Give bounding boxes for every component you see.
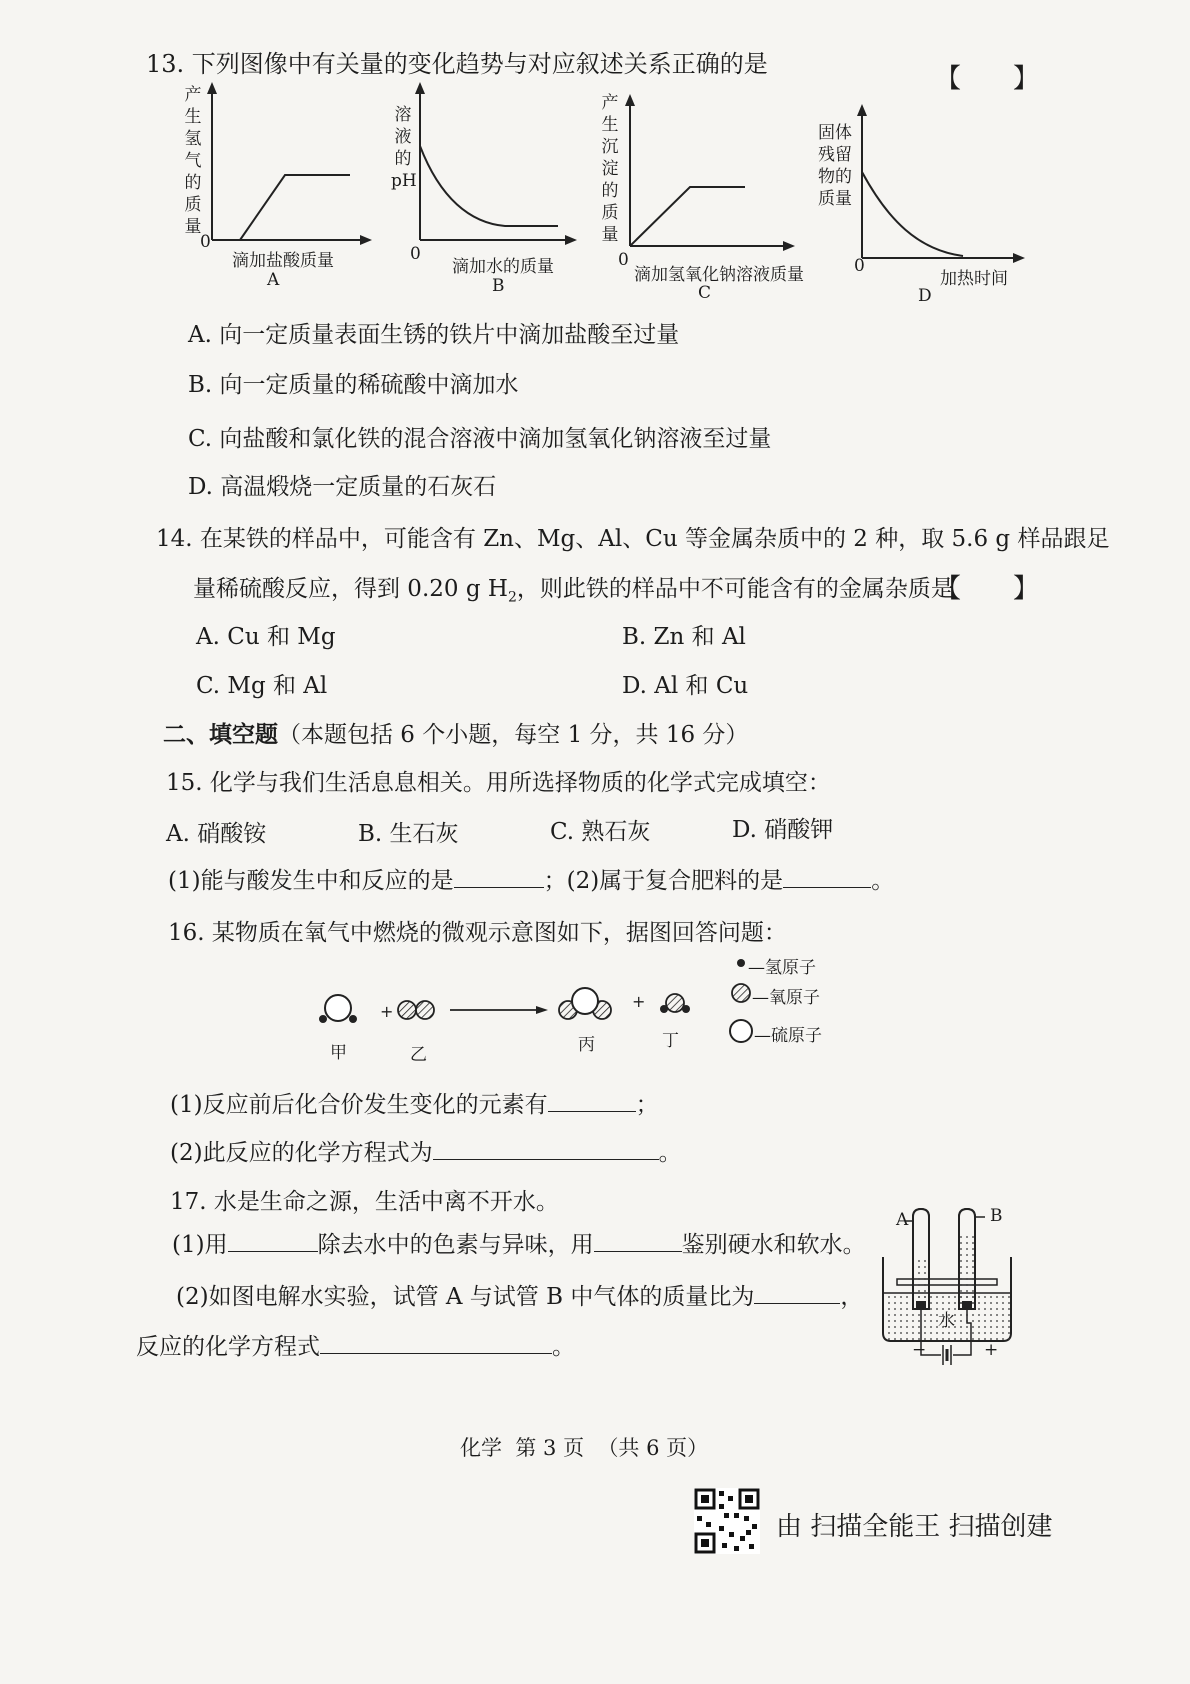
q17-part2: (2)如图电解水实验，试管 A 与试管 B 中气体的质量比为 bbox=[176, 1284, 755, 1310]
label-yi: 乙 bbox=[410, 1045, 427, 1065]
q14-option-d: D. Al 和 Cu bbox=[622, 673, 749, 699]
q16-part2: (2)此反应的化学方程式为 bbox=[170, 1140, 433, 1166]
qr-code-icon bbox=[694, 1488, 760, 1554]
molecule-yi bbox=[398, 1001, 434, 1019]
battery-plus: + bbox=[984, 1340, 999, 1360]
q17-part2-line bbox=[176, 1278, 863, 1311]
label-ding: 丁 bbox=[662, 1031, 679, 1051]
graph-a-letter: A bbox=[267, 270, 280, 290]
footer-subject: 化学 bbox=[460, 1436, 502, 1460]
graph-b-ylabel: 溶液的pH bbox=[391, 105, 417, 191]
q15-part2: (2)属于复合肥料的是 bbox=[566, 868, 784, 894]
graph-a-ylabel: 产生氢气的质量 bbox=[184, 85, 202, 237]
legend-oxygen-symbol bbox=[732, 984, 750, 1002]
legend-sulfur-symbol bbox=[730, 1020, 752, 1042]
label-jia: 甲 bbox=[330, 1043, 347, 1063]
q13-bracket: 【 】 bbox=[935, 64, 1040, 94]
q13-option-b: B. 向一定质量的稀硫酸中滴加水 bbox=[188, 372, 519, 398]
legend-sulfur: —硫原子 bbox=[754, 1026, 822, 1046]
tube-b-label: B bbox=[990, 1206, 1003, 1226]
molecule-jia bbox=[319, 995, 357, 1023]
q16-stem: 16. 某物质在氧气中燃烧的微观示意图如下，据图回答问题： bbox=[168, 920, 787, 946]
page-footer bbox=[460, 1432, 708, 1462]
q15-option-b: B. 生石灰 bbox=[358, 821, 459, 847]
footer-total: （共 6 页） bbox=[597, 1436, 709, 1460]
graph-c-xlabel: 滴加氢氧化钠溶液质量 bbox=[634, 265, 804, 285]
q15-blank-2[interactable] bbox=[783, 886, 871, 888]
legend-oxygen: —氧原子 bbox=[752, 988, 820, 1008]
q17-blank-3[interactable] bbox=[754, 1302, 840, 1304]
graph-c-ylabel: 产生沉淀的质量 bbox=[601, 93, 619, 245]
q15-option-c: C. 熟石灰 bbox=[550, 819, 651, 845]
watermark-text: 由 扫描全能王 扫描创建 bbox=[776, 1512, 1053, 1542]
graph-c-origin: 0 bbox=[618, 250, 629, 270]
q14-line2-b: ，则此铁的样品中不可能含有的金属杂质是 bbox=[516, 576, 954, 602]
q14-line1: 14. 在某铁的样品中，可能含有 Zn、Mg、Al、Cu 等金属杂质中的 2 种，取 5.6 g 样品跟足 bbox=[156, 526, 1110, 552]
plus-1: + bbox=[380, 1002, 394, 1021]
q17-part1-line bbox=[172, 1226, 866, 1259]
footer-page: 第 3 页 bbox=[515, 1436, 585, 1460]
q14-line2 bbox=[193, 570, 954, 606]
q16-part1: (1)反应前后化合价发生变化的元素有 bbox=[170, 1092, 548, 1118]
section2-note: （本题包括 6 个小题，每空 1 分，共 16 分） bbox=[278, 722, 749, 748]
q15-sep: ； bbox=[543, 868, 567, 894]
q15-stem: 15. 化学与我们生活息息相关。用所选择物质的化学式完成填空： bbox=[166, 770, 831, 796]
graph-d-letter: D bbox=[918, 286, 932, 306]
graph-d-plot bbox=[858, 110, 1058, 290]
q17-part3-end: 。 bbox=[552, 1334, 575, 1360]
legend-hydrogen-symbol bbox=[737, 959, 745, 967]
q15-blank-1[interactable] bbox=[454, 886, 544, 888]
tube-a-label: A bbox=[896, 1210, 909, 1230]
q17-part1-c: 鉴别硬水和软水。 bbox=[681, 1232, 866, 1258]
molecule-ding bbox=[660, 994, 690, 1013]
graph-b-xlabel: 滴加水的质量 bbox=[452, 257, 554, 277]
q17-blank-2[interactable] bbox=[594, 1250, 682, 1252]
battery-minus: − bbox=[912, 1340, 927, 1360]
q15-option-d: D. 硝酸钾 bbox=[732, 817, 834, 843]
q17-stem: 17. 水是生命之源，生活中离不开水。 bbox=[170, 1189, 559, 1215]
graph-b-plot bbox=[410, 88, 610, 278]
graph-d-origin: 0 bbox=[854, 256, 865, 276]
electrolysis-diagram bbox=[875, 1205, 1025, 1395]
q14-option-c: C. Mg 和 Al bbox=[196, 673, 328, 699]
q16-blank-1[interactable] bbox=[548, 1110, 636, 1112]
q15-option-a: A. 硝酸铵 bbox=[166, 821, 267, 847]
plus-2: + bbox=[632, 992, 646, 1011]
q16-blank-2[interactable] bbox=[433, 1158, 659, 1160]
water-label: 水 bbox=[938, 1311, 955, 1331]
q17-part1-b: 除去水中的色素与异味，用 bbox=[317, 1232, 594, 1258]
graph-b-letter: B bbox=[492, 276, 505, 296]
q14-line2-a: 量稀硫酸反应，得到 0.20 g H bbox=[193, 576, 508, 602]
q16-part1-line bbox=[170, 1086, 659, 1119]
q15-part1: (1)能与酸发生中和反应的是 bbox=[168, 868, 454, 894]
section2-title: 二、填空题 bbox=[163, 721, 278, 748]
q13-stem: 13. 下列图像中有关量的变化趋势与对应叙述关系正确的是 bbox=[146, 50, 768, 78]
q13-option-a: A. 向一定质量表面生锈的铁片中滴加盐酸至过量 bbox=[188, 322, 680, 348]
q16-part2-line bbox=[170, 1134, 682, 1167]
q14-option-a: A. Cu 和 Mg bbox=[196, 624, 336, 650]
q17-part1-a: (1)用 bbox=[172, 1232, 228, 1258]
section2-heading bbox=[163, 716, 748, 749]
q17-part3-line bbox=[136, 1328, 575, 1361]
graph-a-xlabel: 滴加盐酸质量 bbox=[232, 251, 334, 271]
legend-hydrogen: —氢原子 bbox=[748, 958, 816, 978]
graph-b-origin: 0 bbox=[410, 244, 421, 264]
q14-bracket: 【 】 bbox=[935, 574, 1040, 604]
q15-end: 。 bbox=[871, 868, 895, 894]
q17-blank-1[interactable] bbox=[228, 1250, 318, 1252]
graph-d-ylabel: 固体残留物的质量 bbox=[818, 123, 852, 209]
q13-option-d: D. 高温煅烧一定质量的石灰石 bbox=[188, 474, 497, 500]
q17-part3: 反应的化学方程式 bbox=[136, 1334, 320, 1360]
molecule-bing bbox=[559, 988, 611, 1019]
q13-option-c: C. 向盐酸和氯化铁的混合溶液中滴加氢氧化钠溶液至过量 bbox=[188, 426, 772, 452]
label-bing: 丙 bbox=[578, 1035, 595, 1055]
graph-c-letter: C bbox=[698, 283, 712, 303]
q14-option-b: B. Zn 和 Al bbox=[622, 624, 746, 650]
q14-h2-sub: 2 bbox=[507, 589, 517, 606]
q16-part1-end: ； bbox=[635, 1092, 659, 1118]
q17-blank-4[interactable] bbox=[320, 1352, 552, 1354]
q15-fill-line bbox=[168, 862, 894, 895]
q16-part2-end: 。 bbox=[658, 1140, 682, 1166]
q17-part2-end: ， bbox=[840, 1284, 864, 1310]
graph-a-origin: 0 bbox=[200, 232, 211, 252]
graph-d-xlabel: 加热时间 bbox=[940, 269, 1008, 289]
